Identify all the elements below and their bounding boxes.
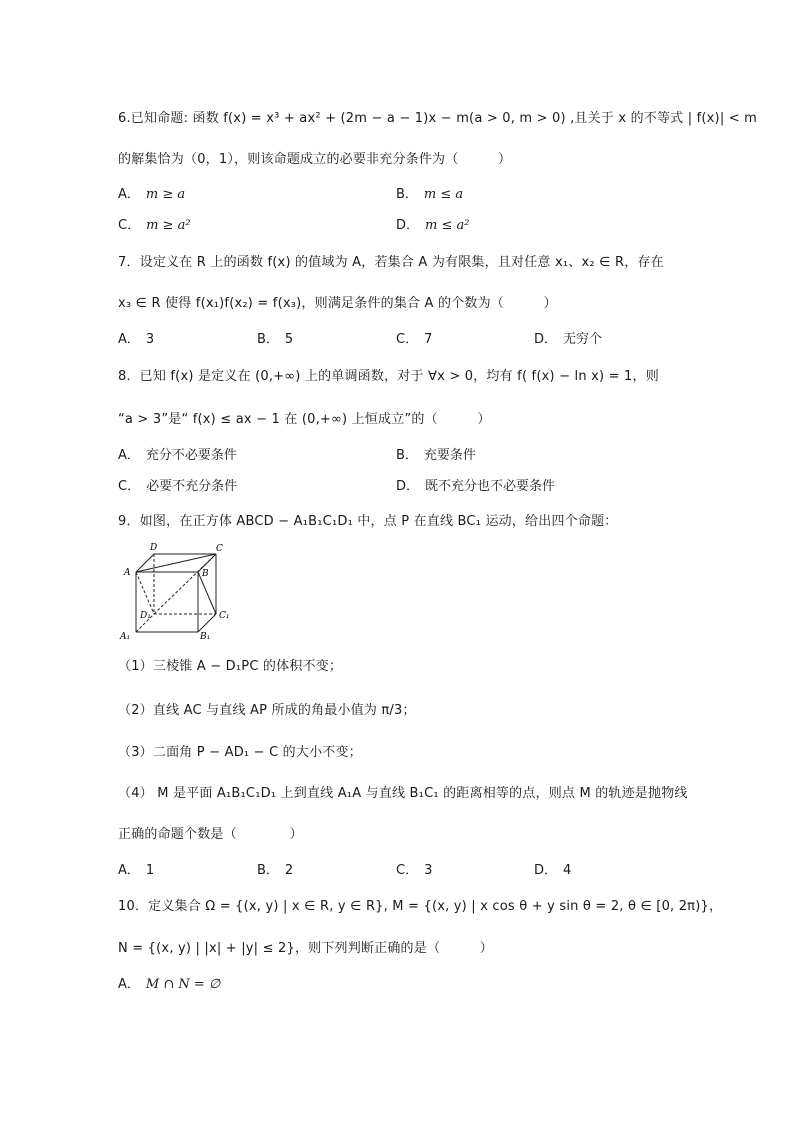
q9-option-b: B． 2	[257, 863, 294, 878]
q7-stem-line1: 7．设定义在 R 上的函数 f(x) 的值域为 A，若集合 A 为有限集，且对任意 x₁、x₂ ∈ R，存在	[118, 255, 664, 270]
edge-ad	[136, 554, 154, 572]
q7-option-a: A． 3	[118, 332, 155, 347]
q10-stem-line2: N = {(x, y) | |x| + |y| ≤ 2}，则下列判断正确的是（ ）	[118, 941, 493, 956]
q9-question-tail: 正确的命题个数是（ ）	[118, 827, 303, 842]
vertex-label-a: A	[124, 568, 131, 578]
q9-proposition-1: （1）三棱锥 A − D₁PC 的体积不变；	[118, 659, 343, 674]
q8-option-b: B． 充要条件	[396, 448, 476, 463]
q6-stem-line1: 6.已知命题: 函数 f(x) = x³ + ax² + (2m − a − 1)x − m(a > 0, m > 0) ,且关于 x 的不等式 | f(x)| < m	[118, 111, 758, 126]
q9-option-c: C． 3	[396, 863, 433, 878]
cube-figure	[118, 540, 228, 640]
q9-proposition-3: （3）二面角 P − AD₁ − C 的大小不变；	[118, 745, 362, 760]
vertex-label-d: D	[150, 543, 158, 553]
q8-stem-line1: 8．已知 f(x) 是定义在 (0,+∞) 上的单调函数，对于 ∀x > 0，均有 f( f(x) − ln x) = 1，则	[118, 369, 659, 384]
vertex-label-a1: A₁	[120, 632, 131, 642]
q8-option-c: C． 必要不充分条件	[118, 479, 238, 494]
q8-option-d: D． 既不充分也不必要条件	[396, 479, 556, 494]
q7-stem-line2: x₃ ∈ R 使得 f(x₁)f(x₂) = f(x₃)，则满足条件的集合 A 的个数为（ ）	[118, 296, 557, 311]
hidden-diagonal-ad1	[136, 572, 154, 614]
vertex-label-c: C	[216, 544, 223, 554]
q6-option-a: A． m ≥ a	[118, 187, 186, 202]
q7-option-d: D． 无穷个	[534, 332, 603, 347]
q10-stem-line1: 10．定义集合 Ω = {(x, y) | x ∈ R, y ∈ R}, M = {(x, y) | x cos θ + y sin θ = 2, θ ∈ [0, 2π)}，	[118, 899, 723, 914]
vertex-label-d1: D₁	[140, 611, 151, 621]
q7-option-c: C． 7	[396, 332, 433, 347]
q9-option-a: A． 1	[118, 863, 155, 878]
vertex-label-b1: B₁	[200, 632, 211, 642]
q8-stem-line2: “a > 3”是“ f(x) ≤ ax − 1 在 (0,+∞) 上恒成立”的（ ）	[118, 412, 491, 427]
edge-b1-c1	[198, 614, 216, 632]
q8-option-a: A． 充分不必要条件	[118, 448, 237, 463]
q6-option-b: B． m ≤ a	[396, 187, 464, 202]
q6-stem-line2: 的解集恰为（0，1），则该命题成立的必要非充分条件为（ ）	[118, 152, 512, 167]
q9-proposition-2: （2）直线 AC 与直线 AP 所成的角最小值为 π/3；	[118, 703, 416, 718]
vertex-label-b: B	[202, 569, 209, 579]
vertex-label-c1: C₁	[219, 611, 230, 621]
q6-option-d: D． m ≤ a²	[396, 218, 470, 233]
q7-option-b: B． 5	[257, 332, 294, 347]
q9-proposition-4: （4） M 是平面 A₁B₁C₁D₁ 上到直线 A₁A 与直线 B₁C₁ 的距离相等的点，则点 M 的轨迹是抛物线	[118, 786, 688, 801]
q9-stem: 9．如图，在正方体 ABCD − A₁B₁C₁D₁ 中，点 P 在直线 BC₁ 运动，给出四个命题：	[118, 514, 618, 529]
q9-option-d: D． 4	[534, 863, 572, 878]
q6-option-c: C． m ≥ a²	[118, 218, 191, 233]
q10-option-a: A． M ∩ N = ∅	[118, 977, 221, 992]
